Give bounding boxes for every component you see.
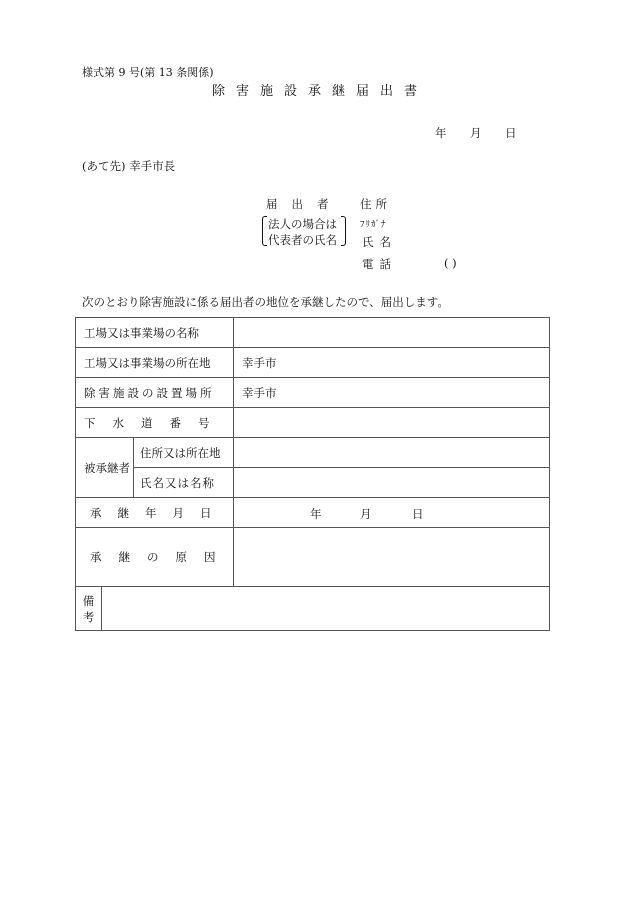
bracket-left: [262, 216, 267, 246]
date-day-label: 日: [505, 126, 517, 140]
table-row: [76, 468, 550, 498]
name-label: 氏名: [362, 235, 397, 249]
table-row: [76, 528, 550, 587]
date-month-label: 月: [470, 126, 482, 140]
declaration-text: 次のとおり除害施設に係る届出者の地位を承継したので、届出します。: [82, 295, 449, 309]
sewer-number-label: 下水道番号: [76, 408, 234, 438]
phone-parentheses: ( ): [444, 256, 457, 270]
remarks-label-char-2: 考: [82, 609, 95, 624]
succession-reason-field[interactable]: [234, 528, 550, 587]
succession-reason-label: 承継の原因: [76, 528, 234, 587]
table-row: [76, 348, 550, 378]
corporate-note-bracket: [262, 216, 346, 246]
facility-location-field[interactable]: 幸手市: [234, 378, 550, 408]
succession-date-field[interactable]: [234, 498, 550, 528]
table-row: [76, 378, 550, 408]
table-row: [76, 587, 550, 631]
succession-date-label: 承継年月日: [76, 498, 234, 528]
table-row: [76, 318, 550, 348]
predecessor-name-field[interactable]: [234, 468, 550, 498]
form-number: 様式第 9 号(第 13 条関係): [82, 66, 214, 79]
remarks-label: [76, 587, 102, 631]
factory-location-label: 工場又は事業場の所在地: [76, 348, 234, 378]
predecessor-label: 被承継者: [76, 438, 134, 498]
table-row: [76, 408, 550, 438]
furigana-label: ﾌﾘｶﾞﾅ: [360, 220, 387, 230]
bracket-right: [341, 216, 346, 246]
date-year-label: 年: [435, 126, 447, 140]
corporate-note-line1: 法人の場合は: [268, 217, 337, 231]
table-row: [76, 498, 550, 528]
address-label: 住所: [360, 197, 391, 211]
table-row: [76, 438, 550, 468]
document-title: 除害施設承継届出書: [211, 84, 428, 99]
notifier-label: 届出者: [266, 197, 343, 211]
phone-label: 電話: [362, 257, 397, 271]
succession-month-label: 月: [360, 507, 372, 521]
sewer-number-field[interactable]: [234, 408, 550, 438]
factory-location-field[interactable]: 幸手市: [234, 348, 550, 378]
facility-location-label: 除害施設の設置場所: [76, 378, 234, 408]
predecessor-name-label: 氏名又は名称: [134, 468, 234, 498]
remarks-field[interactable]: [102, 587, 550, 631]
remarks-label-char-1: 備: [82, 593, 95, 608]
predecessor-address-field[interactable]: [234, 438, 550, 468]
factory-name-field[interactable]: [234, 318, 550, 348]
corporate-note-line2: 代表者の氏名: [268, 233, 337, 247]
notification-table: [75, 317, 550, 631]
factory-name-label: 工場又は事業場の名称: [76, 318, 234, 348]
succession-year-label: 年: [310, 507, 322, 521]
addressee: (あて先) 幸手市長: [82, 159, 176, 173]
succession-day-label: 日: [412, 507, 424, 521]
predecessor-address-label: 住所又は所在地: [134, 438, 234, 468]
